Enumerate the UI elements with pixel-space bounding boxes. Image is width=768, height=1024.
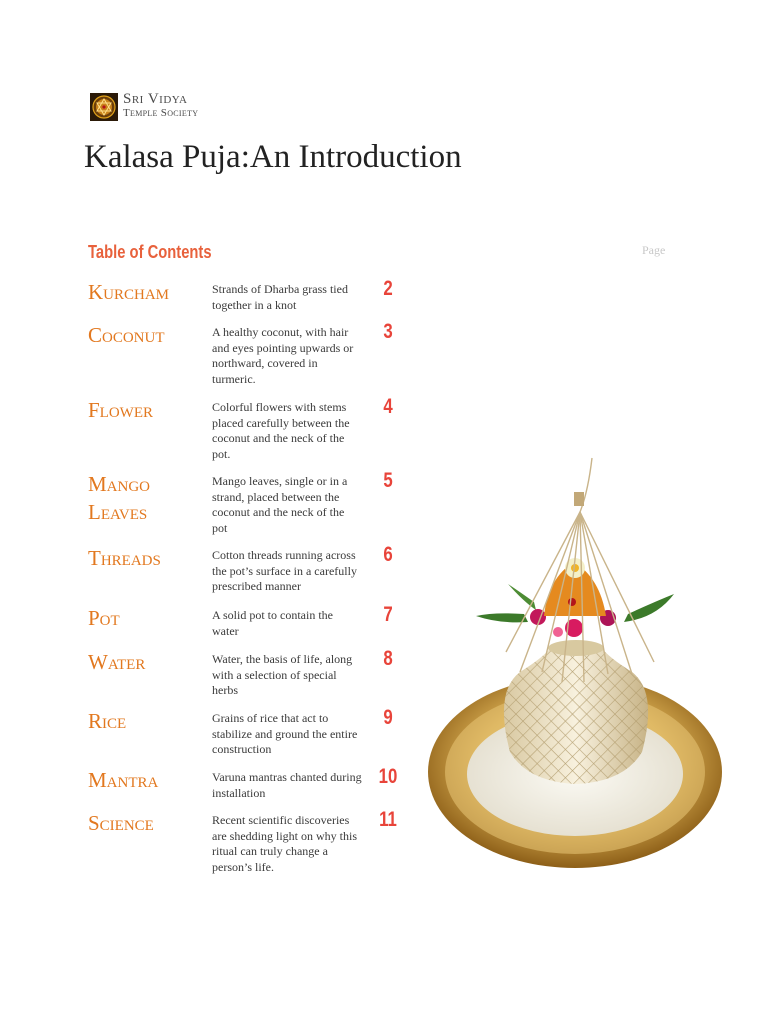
toc-term: Water (88, 650, 146, 674)
toc-page-number[interactable]: 9 (383, 706, 393, 729)
toc-description: Strands of Dharba grass tied together in a knot (212, 282, 348, 312)
sri-chakra-emblem-icon (90, 93, 118, 121)
toc-page-number[interactable]: 11 (379, 808, 397, 831)
toc-description: Mango leaves, single or in a strand, placed between the coconut and the neck of the pot (212, 474, 348, 535)
toc-page-number[interactable]: 7 (383, 603, 393, 626)
toc-term: Pot (88, 606, 120, 630)
toc-term: Flower (88, 398, 153, 422)
toc-page-number[interactable]: 5 (383, 469, 393, 492)
toc-page-number[interactable]: 3 (383, 320, 393, 343)
toc-description: Cotton threads running across the pot’s surface in a carefully prescribed manner (212, 548, 357, 594)
toc-term: Science (88, 811, 154, 835)
toc-term: Mango Leaves (88, 472, 151, 524)
toc-page-number[interactable]: 6 (383, 543, 393, 566)
toc-description: Varuna mantras chanted during installation (212, 770, 362, 800)
toc-term: Mantra (88, 768, 159, 792)
toc-description: Grains of rice that act to stabilize and ground the entire construction (212, 711, 358, 757)
society-logo (90, 93, 198, 121)
toc-term: Rice (88, 709, 127, 733)
toc-term: Kurcham (88, 280, 170, 304)
page-title: Kalasa Puja:An Introduction (84, 139, 462, 175)
kalasa-photo (424, 452, 726, 872)
toc-heading: Table of Contents (88, 242, 212, 262)
toc-description: Water, the basis of life, along with a selection of special herbs (212, 652, 353, 698)
toc-description: Recent scientific discoveries are shedding light on why this ritual can truly change a person’s life. (212, 813, 357, 874)
logo-subtitle: Temple Society (123, 107, 199, 119)
toc-page-number[interactable]: 10 (378, 765, 398, 788)
toc-page-number[interactable]: 2 (383, 277, 393, 300)
toc-term: Threads (88, 546, 161, 570)
toc-description: A healthy coconut, with hair and eyes pointing upwards or northward, covered in turmeric. (212, 325, 354, 386)
toc-term: Coconut (88, 323, 165, 347)
toc-page-number[interactable]: 8 (383, 647, 393, 670)
toc-page-number[interactable]: 4 (383, 395, 393, 418)
toc-description: A solid pot to contain the water (212, 608, 333, 638)
toc-description: Colorful flowers with stems placed carefully between the coconut and the neck of the pot. (212, 400, 350, 461)
page-column-label: Page (642, 243, 666, 257)
logo-name: Sri Vidya (123, 91, 188, 107)
